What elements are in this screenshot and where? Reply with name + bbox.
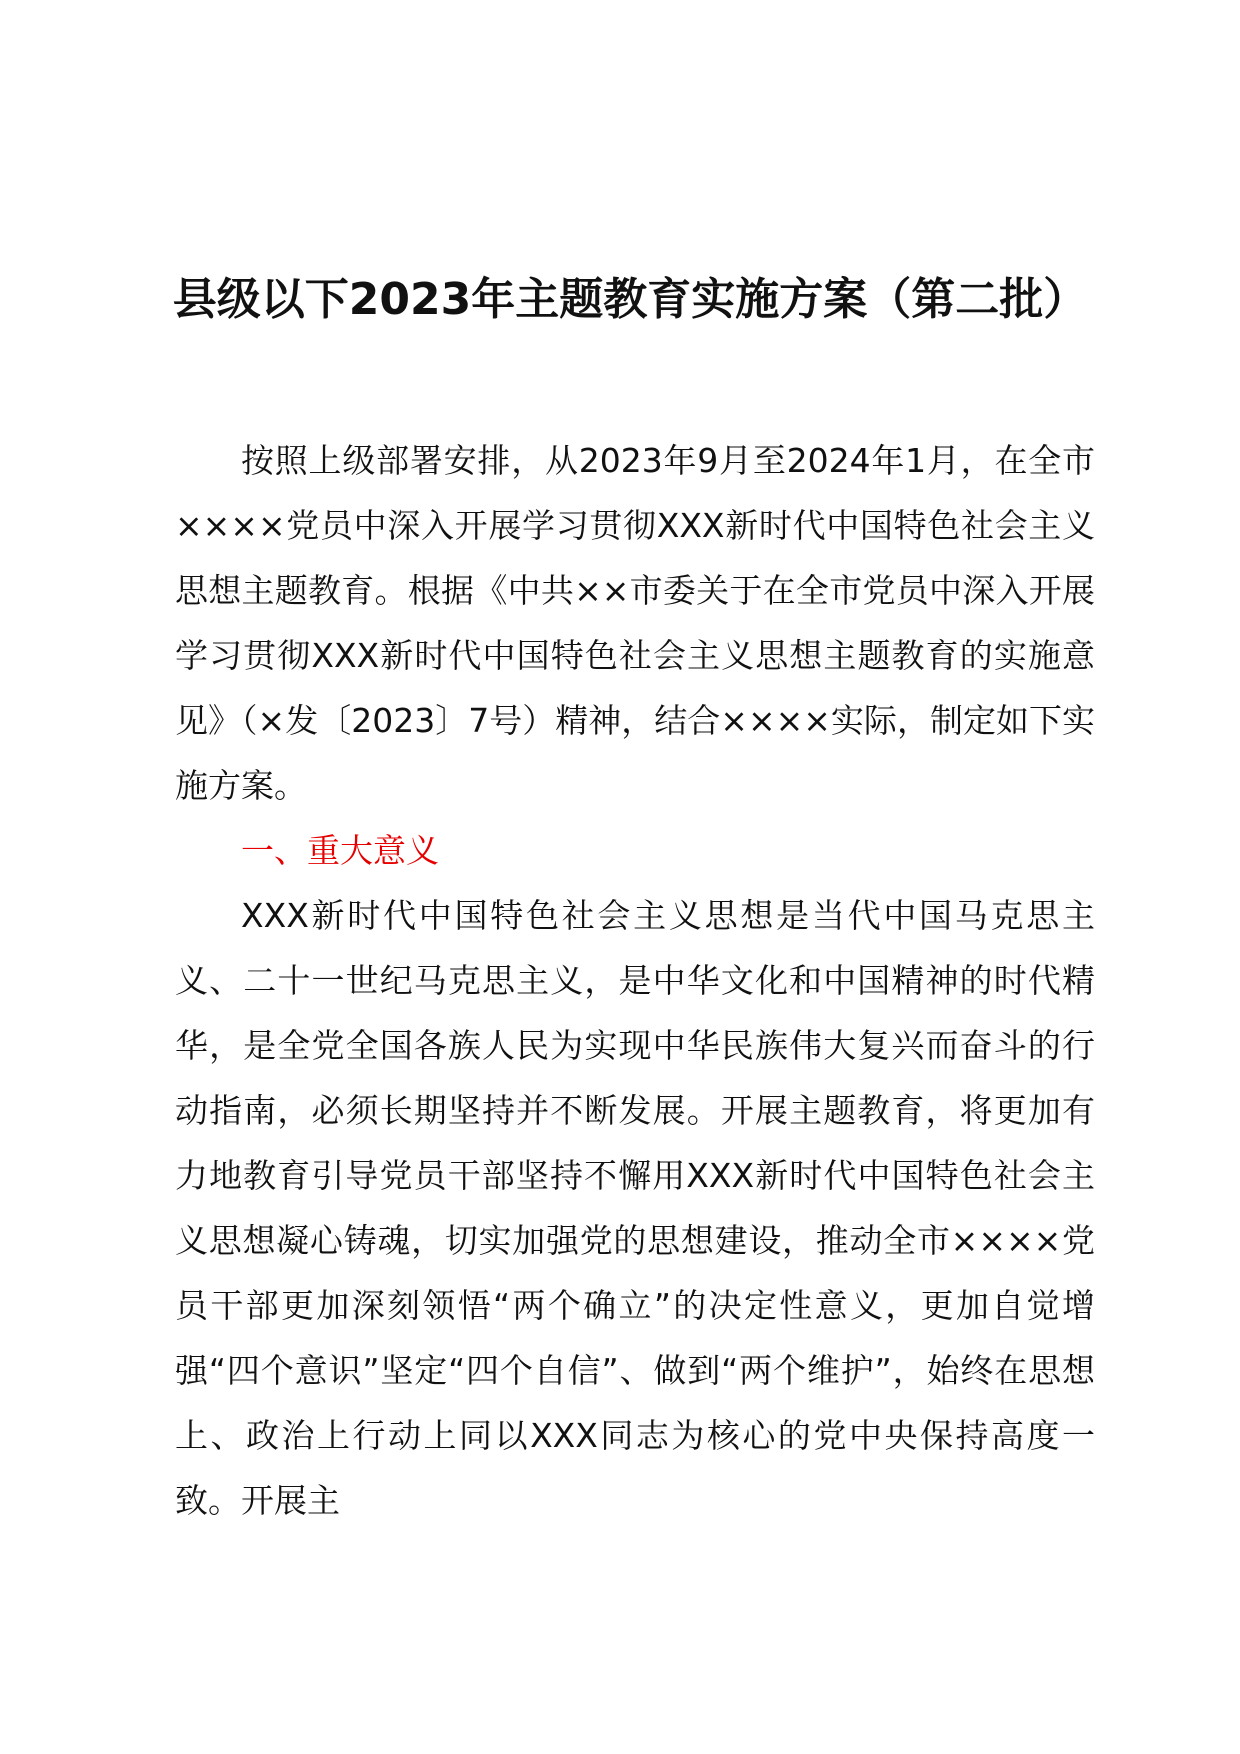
intro-paragraph: 按照上级部署安排，从2023年9月至2024年1月，在全市××××党员中深入开展学习贯彻XXX新时代中国特色社会主义思想主题教育。根据《中共××市委关于在全市党员中深入开展学习贯彻XXX新时代中国特色社会主义思想主题教育的实施意见》（×发〔2023〕7号）精神，结合××××实际，制定如下实施方案。 — [175, 441, 1095, 805]
document-body — [175, 428, 1095, 1533]
significance-paragraph: XXX新时代中国特色社会主义思想是当代中国马克思主义、二十一世纪马克思主义，是中华文化和中国精神的时代精华，是全党全国各族人民为实现中华民族伟大复兴而奋斗的行动指南，必须长期坚持并不断发展。开展主题教育，将更加有力地教育引导党员干部坚持不懈用XXX新时代中国特色社会主义思想凝心铸魂，切实加强党的思想建设，推动全市××××党员干部更加深刻领悟“两个确立”的决定性意义，更加自觉增强“四个意识”坚定“四个自信”、做到“两个维护”，始终在思想上、政治上行动上同以XXX同志为核心的党中央保持高度一致。开展主 — [175, 896, 1095, 1520]
document-title: 县级以下2023年主题教育实施方案（第二批） — [172, 274, 1088, 325]
section-heading-significance: 一、重大意义 — [241, 831, 439, 870]
